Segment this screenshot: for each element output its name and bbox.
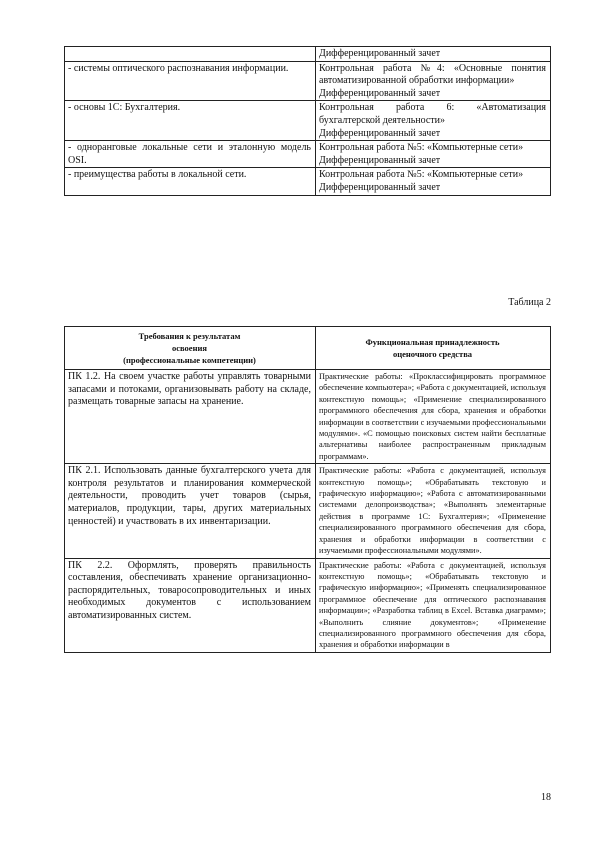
assessment-cell <box>316 168 551 195</box>
assessment-line: Дифференцированный зачет <box>319 48 441 59</box>
assessment-cell <box>316 101 551 141</box>
assessment-line: Дифференцированный зачет <box>319 154 441 166</box>
competence-cell: - одноранговые локальные сети и эталонную модель OSI. <box>65 141 316 168</box>
assessment-cell: Практические работы: «Работа с документацией, используя контекстную помощь»; «Обрабатывать текстовую и графическую информацию»; «Работа с автоматизированными системами делопроизводства»; «Выполнять элементарные действия в программе 1С: Бухгалтерия»; «Применение специализированного программного обеспечения для сбора, хранения и обработки информации в соответствии с изучаемыми профессиональными модулями». <box>316 464 551 558</box>
competence-table <box>64 326 551 653</box>
competence-cell: - основы 1С: Бухгалтерия. <box>65 101 316 141</box>
competence-cell: ПК 1.2. На своем участке работы управлять товарными запасами и потоками, организовывать работу на складе, размещать товарные запасы на хранение. <box>65 370 316 464</box>
header-line: Функциональная принадлежность <box>365 337 500 347</box>
assessment-cell <box>316 141 551 168</box>
assessment-cell <box>316 47 551 62</box>
table-row <box>65 464 551 558</box>
assessment-line: Дифференцированный зачет <box>319 181 441 193</box>
header-line: Требования к результатам <box>138 331 241 341</box>
table-header-row <box>65 327 551 370</box>
table-row <box>65 101 551 141</box>
header-line: оценочного средства <box>392 349 473 359</box>
assessment-line: Контрольная работа №5: «Компьютерные сети» <box>319 169 524 181</box>
assessment-line: Дифференцированный зачет <box>319 127 441 139</box>
table-row <box>65 168 551 195</box>
table-row <box>65 47 551 62</box>
competence-cell: - преимущества работы в локальной сети. <box>65 168 316 195</box>
competence-cell: - системы оптического распознавания информации. <box>65 61 316 101</box>
table-row <box>65 558 551 652</box>
assessment-line: Контрольная работа 6: «Автоматизация бухгалтерской деятельности» <box>319 102 546 126</box>
competence-cell: ПК 2.2. Оформлять, проверять правильность составления, обеспечивать хранение организационно-распорядительных, товаросопроводительных и иных необходимых документов с использованием автоматизированных систем. <box>65 558 316 652</box>
header-cell-requirements <box>65 327 316 370</box>
competence-cell <box>65 47 316 62</box>
assessment-cell <box>316 61 551 101</box>
assessment-line: Контрольная работа №4: «Основные понятия автоматизированной обработки информации» <box>319 62 546 87</box>
page-number: 18 <box>541 792 551 803</box>
assessment-table-continued <box>64 46 551 196</box>
table-row <box>65 61 551 101</box>
table-row <box>65 370 551 464</box>
assessment-cell: Практические работы: «Проклассифицировать программное обеспечение компьютера»; «Работа с документацией, используя контекстную помощь»; «Применение специализированного программного обеспечения для сбора, хранения и обработки информации в соответствии с изучаемыми профессиональными модулями». «С помощью поисковых систем найти бесплатные альтернативы наиболее распространенным прикладным программам». <box>316 370 551 464</box>
assessment-cell: Практические работы: «Работа с документацией, используя контекстную помощь»; «Обрабатывать текстовую и графическую информацию»; «Применять специализированное программное обеспечение для оптического распознавания информации»; «Разработка таблиц в Excel. Вставка диаграмм»; «Выполнить слияние документов»; «Применение специализированного программного обеспечения для сбора, хранения и обработки информации в <box>316 558 551 652</box>
header-cell-function <box>316 327 551 370</box>
assessment-line: Дифференцированный зачет <box>319 87 441 99</box>
assessment-line: Контрольная работа №5: «Компьютерные сети» <box>319 142 524 154</box>
table-caption: Таблица 2 <box>508 297 551 308</box>
competence-cell: ПК 2.1. Использовать данные бухгалтерского учета для контроля результатов и планирования коммерческой деятельности, проводить учет товаров (сырья, материалов, продукции, тары, других материальных ценностей) и участвовать в их инвентаризации. <box>65 464 316 558</box>
header-line: (профессиональные компетенции) <box>123 355 256 365</box>
table-row <box>65 141 551 168</box>
header-line: освоения <box>172 343 207 353</box>
